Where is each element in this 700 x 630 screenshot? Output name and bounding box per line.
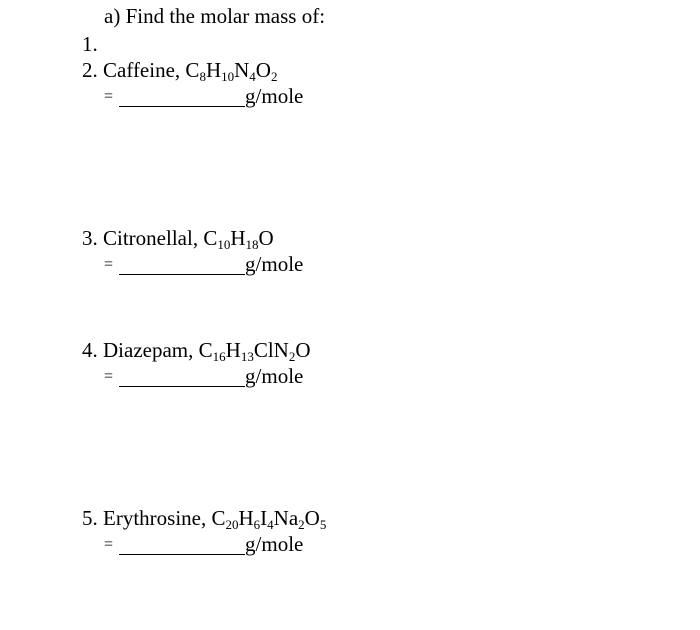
- formula-element: O: [258, 226, 274, 250]
- formula-element: ClN: [253, 338, 289, 362]
- formula-element: C: [203, 226, 218, 250]
- item-3-answer-row: [104, 254, 303, 275]
- item-2-number: 2.: [82, 58, 98, 82]
- item-4: [82, 338, 311, 364]
- item-4-number: 4.: [82, 338, 98, 362]
- item-5-number: 5.: [82, 506, 98, 530]
- item-5: [82, 506, 327, 532]
- item-3-name: Citronellal,: [103, 226, 199, 250]
- formula-subscript: 13: [240, 349, 254, 364]
- formula-subscript: 10: [217, 237, 231, 252]
- item-3-formula: [203, 226, 273, 250]
- item-2-formula: [185, 58, 277, 82]
- item-5-name: Erythrosine,: [103, 506, 207, 530]
- equals-sign: =: [104, 536, 114, 553]
- formula-subscript: 4: [249, 69, 256, 84]
- formula-element: H: [230, 226, 246, 250]
- formula-subscript: 16: [212, 349, 226, 364]
- formula-subscript: 2: [298, 517, 305, 532]
- formula-element: O: [295, 338, 311, 362]
- item-4-formula: [199, 338, 311, 362]
- formula-element: O: [304, 506, 320, 530]
- equals-sign: =: [104, 88, 114, 105]
- formula-element: C: [185, 58, 200, 82]
- item-4-unit: g/mole: [245, 364, 304, 388]
- formula-subscript: 6: [253, 517, 261, 532]
- item-4-answer-row: [104, 366, 303, 387]
- formula-subscript: 20: [225, 517, 239, 532]
- question-heading: a) Find the molar mass of:: [104, 4, 326, 28]
- formula-element: O: [255, 58, 271, 82]
- item-3-answer-blank[interactable]: [119, 256, 245, 275]
- item-4-answer-blank[interactable]: [119, 368, 245, 387]
- formula-subscript: 2: [288, 349, 296, 364]
- formula-element: N: [234, 58, 250, 82]
- formula-subscript: 5: [319, 517, 327, 532]
- item-1: [82, 34, 98, 55]
- formula-subscript: 18: [245, 237, 259, 252]
- formula-element: I: [260, 506, 268, 530]
- equals-sign: =: [104, 368, 114, 385]
- item-5-unit: g/mole: [245, 532, 304, 556]
- item-4-name: Diazepam,: [103, 338, 194, 362]
- formula-subscript: 10: [221, 69, 235, 84]
- formula-element: H: [225, 338, 241, 362]
- formula-element: H: [205, 58, 222, 82]
- item-5-answer-row: [104, 534, 303, 555]
- item-3: [82, 226, 274, 252]
- item-2-unit: g/mole: [245, 84, 304, 108]
- formula-element: C: [211, 506, 226, 530]
- item-3-unit: g/mole: [245, 252, 304, 276]
- item-5-formula: [211, 506, 326, 530]
- item-2-answer-row: [104, 86, 303, 107]
- item-2: [82, 58, 278, 84]
- formula-element: H: [238, 506, 254, 530]
- formula-subscript: 2: [270, 69, 278, 84]
- item-5-answer-blank[interactable]: [119, 536, 245, 555]
- item-2-answer-blank[interactable]: [119, 88, 245, 107]
- equals-sign: =: [104, 256, 114, 273]
- formula-subscript: 8: [199, 69, 206, 84]
- formula-element: C: [198, 338, 213, 362]
- item-1-number: 1.: [82, 32, 98, 56]
- formula-subscript: 4: [267, 517, 274, 532]
- formula-element: Na: [273, 506, 299, 530]
- item-3-number: 3.: [82, 226, 98, 250]
- item-2-name: Caffeine,: [103, 58, 181, 82]
